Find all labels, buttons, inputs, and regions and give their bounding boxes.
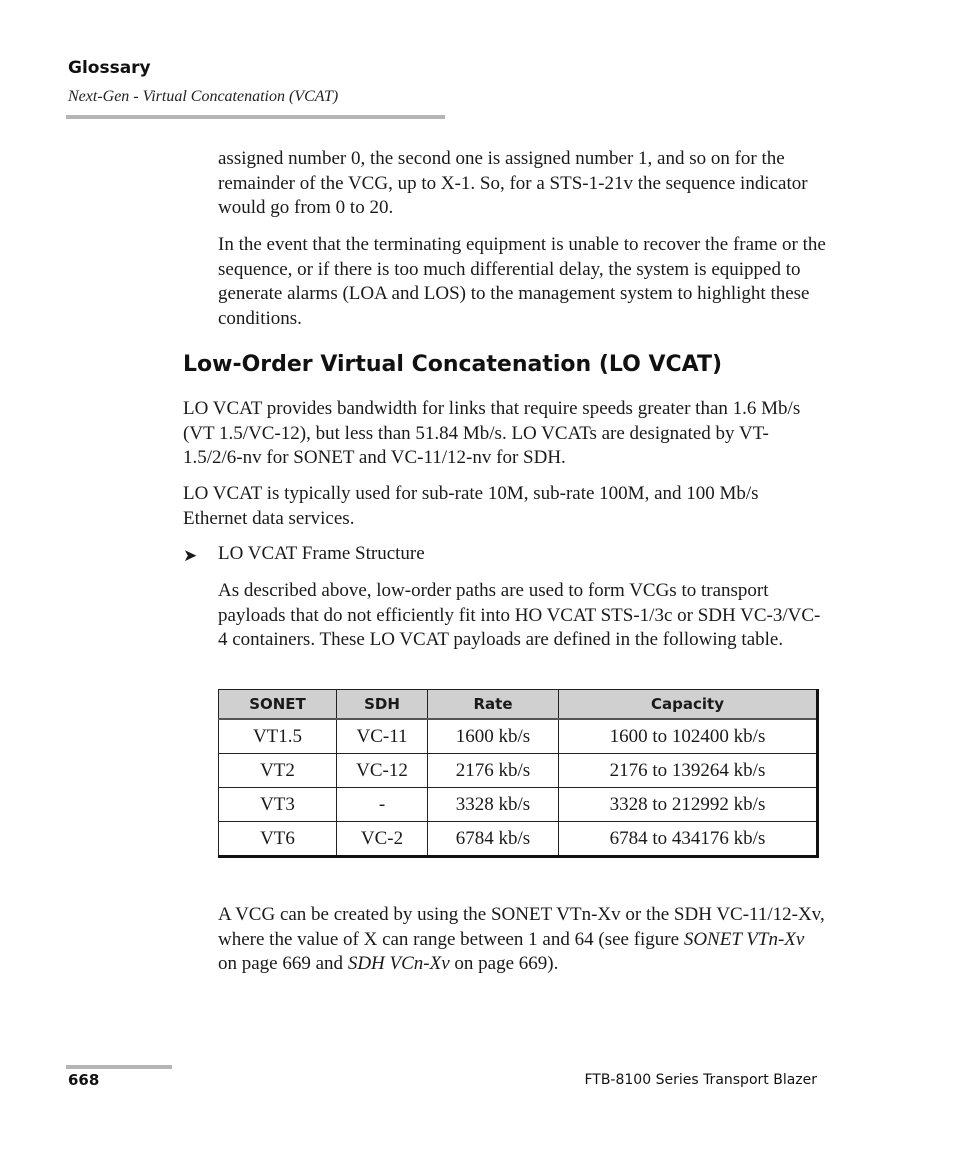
table-cell: 3328 to 212992 kb/s (559, 788, 818, 822)
table-cell: 2176 to 139264 kb/s (559, 754, 818, 788)
vcg-text-2: on page 669 and (218, 953, 348, 974)
lo-vcat-table (218, 689, 819, 858)
table-cell: VT3 (219, 788, 337, 822)
section-heading: Low-Order Virtual Concatenation (LO VCAT) (183, 352, 723, 377)
table-cell: VC-2 (337, 822, 428, 857)
table-row (219, 754, 818, 788)
paragraph-lo-vcat-usage: LO VCAT is typically used for sub-rate 10M, sub-rate 100M, and 100 Mb/s Ethernet data services. (183, 483, 759, 529)
figure-reference-sonet: SONET VTn-Xv (683, 928, 805, 950)
table-row (219, 822, 818, 857)
table-cell: - (337, 788, 428, 822)
bullet-arrow-icon: ➤ (183, 546, 198, 565)
paragraph-vcg-creation (218, 903, 828, 977)
table-cell: 2176 kb/s (428, 754, 559, 788)
product-name: FTB-8100 Series Transport Blazer (584, 1072, 817, 1088)
footer-rule (66, 1065, 172, 1069)
table-cell: VC-12 (337, 754, 428, 788)
paragraph-alarms: In the event that the terminating equipment is unable to recover the frame or the sequence, or if there is too much differential delay, the system is equipped to generate alarms (LOA and LOS) to the management system to highlight these conditions. (218, 234, 826, 329)
header-subsection-title: Next-Gen - Virtual Concatenation (VCAT) (68, 88, 339, 105)
header-rule (66, 115, 445, 119)
column-header-sdh: SDH (337, 690, 428, 720)
table-cell: 3328 kb/s (428, 788, 559, 822)
table-cell: 1600 to 102400 kb/s (559, 719, 818, 754)
paragraph-lo-vcat-bandwidth: LO VCAT provides bandwidth for links that require speeds greater than 1.6 Mb/s (VT 1.5/VC-12), but less than 51.84 Mb/s. LO VCATs are designated by VT-1.5/2/6-nv for SONET and VC-11/12-nv for SDH. (183, 398, 801, 468)
figure-reference-sdh: SDH VCn-Xv (347, 953, 450, 974)
paragraph-sequence-indicator: assigned number 0, the second one is assigned number 1, and so on for the remainder of the VCG, up to X-1. So, for a STS-1-21v the sequence indicator would go from 0 to 20. (218, 148, 808, 218)
vcg-text-3: on page 669). (449, 953, 559, 974)
table-cell: 6784 kb/s (428, 822, 559, 857)
page-number: 668 (68, 1071, 100, 1089)
table-cell: 6784 to 434176 kb/s (559, 822, 818, 857)
header-section-title: Glossary (68, 58, 151, 78)
paragraph-frame-structure: As described above, low-order paths are used to form VCGs to transport payloads that do not efficiently fit into HO VCAT STS-1/3c or SDH VC-3/VC-4 containers. These LO VCAT payloads are defined in the following table. (218, 580, 821, 650)
table-cell: VC-11 (337, 719, 428, 754)
column-header-sonet: SONET (219, 690, 337, 720)
table-cell: VT6 (219, 822, 337, 857)
table-row (219, 788, 818, 822)
table-header-row (219, 690, 818, 720)
table-row (219, 719, 818, 754)
table-cell: 1600 kb/s (428, 719, 559, 754)
table-cell: VT2 (219, 754, 337, 788)
bullet-label: LO VCAT Frame Structure (218, 543, 425, 564)
vcg-text-1: A VCG can be created by using the SONET VTn-Xv or the SDH VC-11/12-Xv, where the value of X can range between 1 and 64 (see figure (218, 904, 825, 950)
column-header-rate: Rate (428, 690, 559, 720)
column-header-capacity: Capacity (559, 690, 818, 720)
table-cell: VT1.5 (219, 719, 337, 754)
